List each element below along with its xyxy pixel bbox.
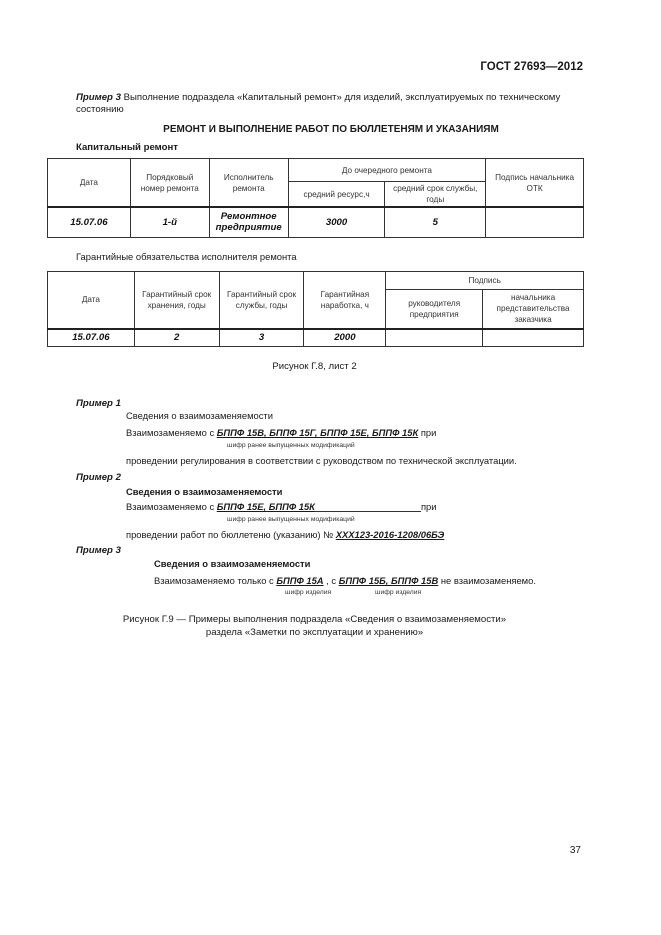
example1-heading: Сведения о взаимозаменяемости bbox=[126, 410, 273, 421]
figure-g8-caption: Рисунок Г.8, лист 2 bbox=[272, 361, 357, 372]
warranty-table bbox=[47, 271, 584, 347]
header-signature: Подпись bbox=[386, 272, 584, 290]
table-row bbox=[48, 329, 584, 347]
example3-code2: БППФ 15Б, БППФ 15В bbox=[338, 575, 439, 586]
header-avg-service-life: средний срок службы, годы bbox=[385, 182, 486, 208]
cell-date: 15.07.06 bbox=[48, 329, 135, 347]
example2-line: Взаимозаменяемо с БППФ 15Е, БППФ 15К при bbox=[126, 501, 437, 512]
example3-label: Пример 3 bbox=[76, 545, 121, 556]
example1-note: шифр ранее выпущенных модификаций bbox=[227, 442, 355, 449]
example2-label: Пример 2 bbox=[76, 472, 121, 483]
example1-codes: БППФ 15В, БППФ 15Г, БППФ 15Е, БППФ 15К bbox=[216, 427, 419, 438]
example3-note1: шифр изделия bbox=[285, 589, 332, 596]
standard-number: ГОСТ 27693—2012 bbox=[480, 61, 583, 73]
header-until-next-repair: До очередного ремонта bbox=[288, 159, 485, 182]
bulletin-number: ХХХ123-2016-1208/06БЭ bbox=[335, 529, 445, 540]
example3-code1: БППФ 15А bbox=[276, 575, 324, 586]
header-warranty-service: Гарантийный срок службы, годы bbox=[219, 272, 304, 329]
example3-note2: шифр изделия bbox=[375, 589, 422, 596]
header-warranty-storage: Гарантийный срок хранения, годы bbox=[134, 272, 219, 329]
section-title: РЕМОНТ И ВЫПОЛНЕНИЕ РАБОТ ПО БЮЛЛЕТЕНЯМ И УКАЗАНИЯМ bbox=[163, 124, 499, 135]
cell-storage: 2 bbox=[134, 329, 219, 347]
example1-label: Пример 1 bbox=[76, 398, 121, 409]
cell-signature bbox=[486, 207, 584, 237]
cell-service: 3 bbox=[219, 329, 304, 347]
figure-g9-caption-line2: раздела «Заметки по эксплуатации и хранению» bbox=[205, 627, 424, 638]
cell-order-number: 1-й bbox=[130, 207, 209, 237]
blank-line bbox=[315, 502, 421, 512]
header-executor: Исполнитель ремонта bbox=[209, 159, 288, 208]
header-date: Дата bbox=[48, 272, 135, 329]
example1-tail: проведении регулирования в соответствии с руководством по технической эксплуатации. bbox=[126, 455, 517, 466]
intro-label: Пример 3 bbox=[76, 92, 121, 103]
page-number: 37 bbox=[569, 845, 581, 856]
example3-heading: Сведения о взаимозаменяемости bbox=[154, 558, 311, 569]
header-avg-resource: средний ресурс,ч bbox=[288, 182, 385, 208]
intro-paragraph bbox=[76, 92, 586, 115]
cell-resource: 3000 bbox=[288, 207, 385, 237]
header-enterprise-head: руководителя предприятия bbox=[386, 290, 483, 329]
example2-tail: проведении работ по бюллетеню (указанию) № ХХХ123-2016-1208/06БЭ bbox=[126, 529, 445, 540]
example2-codes: БППФ 15Е, БППФ 15К bbox=[216, 501, 315, 512]
table-row bbox=[48, 207, 584, 237]
figure-g9-caption-line1: Рисунок Г.9 — Примеры выполнения подраздела «Сведения о взаимозаменяемости» bbox=[122, 614, 507, 625]
header-warranty-hours: Гарантийная наработка, ч bbox=[304, 272, 386, 329]
header-date: Дата bbox=[48, 159, 131, 208]
example3-line: Взаимозаменяемо только с БППФ 15А , с БППФ 15Б, БППФ 15В не взаимозаменяемо. bbox=[154, 575, 536, 586]
header-customer-chief: начальника представительства заказчика bbox=[483, 290, 584, 329]
cell-executor: Ремонтное предприятие bbox=[209, 207, 288, 237]
capital-repair-table bbox=[47, 158, 584, 238]
table1-caption: Капитальный ремонт bbox=[76, 142, 178, 153]
header-order-number: Порядковый номер ремонта bbox=[130, 159, 209, 208]
intro-text: Выполнение подраздела «Капитальный ремонт» для изделий, эксплуатируемых по техническому состоянию bbox=[76, 92, 561, 115]
cell-hours: 2000 bbox=[304, 329, 386, 347]
example2-heading: Сведения о взаимозаменяемости bbox=[126, 486, 283, 497]
example1-line: Взаимозаменяемо с БППФ 15В, БППФ 15Г, БППФ 15Е, БППФ 15К при bbox=[126, 427, 437, 438]
cell-chief-signature bbox=[483, 329, 584, 347]
table2-caption: Гарантийные обязательства исполнителя ремонта bbox=[76, 251, 297, 262]
cell-service-life: 5 bbox=[385, 207, 486, 237]
cell-head-signature bbox=[386, 329, 483, 347]
cell-date: 15.07.06 bbox=[48, 207, 131, 237]
example2-note: шифр ранее выпущенных модификаций bbox=[227, 516, 355, 523]
header-otk-signature: Подпись начальника ОТК bbox=[486, 159, 584, 208]
